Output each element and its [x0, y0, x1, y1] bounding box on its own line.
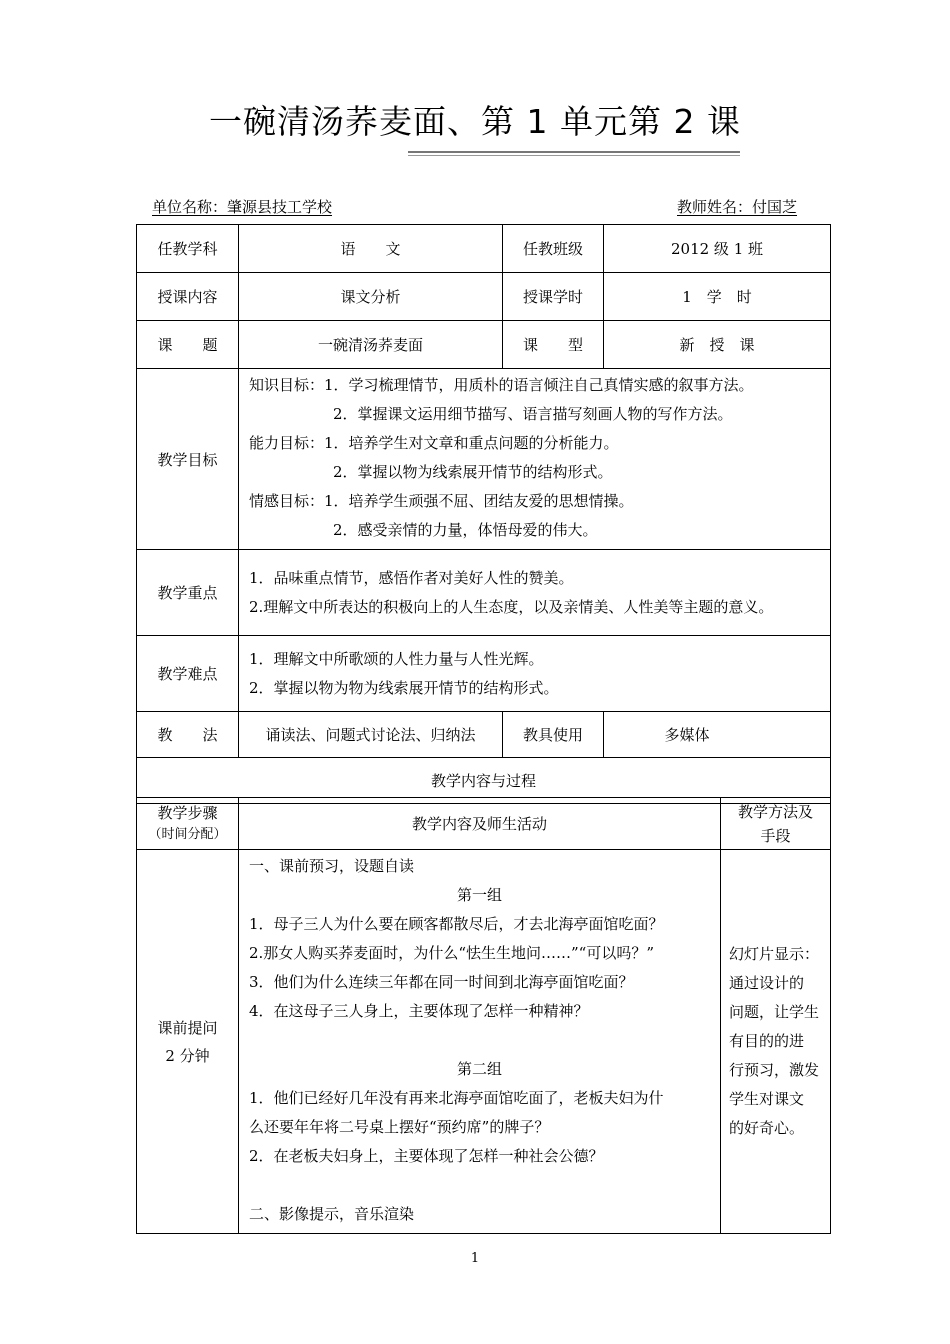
unit-name: 单位名称：肇源县技工学校	[152, 198, 333, 216]
col-step-header	[137, 798, 239, 850]
activity-line: 3．他们为什么连续三年都在同一时间到北海亭面馆吃面？	[249, 973, 634, 991]
title-underline	[408, 151, 740, 153]
activity-content	[239, 850, 721, 1234]
goals-label: 教学目标	[137, 369, 239, 550]
hours-label: 授课学时	[503, 273, 604, 321]
page-title: 一碗清汤荞麦面、第 1 单元第 2 课	[209, 102, 741, 141]
activity-line: 第二组	[456, 1060, 502, 1078]
activity-line: 么还要年年将二号桌上摆好“预约席”的牌子？	[249, 1118, 550, 1136]
content-label: 授课内容	[137, 273, 239, 321]
goal-line: 知识目标：1．学习梳理情节，用质朴的语言倾注自己真情实感的叙事方法。	[249, 376, 754, 394]
key-points-label: 教学重点	[137, 550, 239, 636]
difficulties-content	[239, 636, 831, 712]
lesson-plan-table	[136, 224, 831, 804]
key-points-content	[239, 550, 831, 636]
step-time: 2 分钟	[165, 1046, 210, 1065]
method-line: 的好奇心。	[729, 1119, 805, 1137]
topic-value: 一碗清汤荞麦面	[239, 321, 503, 369]
tools-label: 教具使用	[503, 712, 604, 758]
key-point-line: 2.理解文中所表达的积极向上的人生态度，以及亲情美、人性美等主题的意义。	[249, 597, 774, 616]
method-line: 幻灯片显示：	[729, 945, 820, 963]
difficulty-line: 1．理解文中所歌颂的人性力量与人性光辉。	[249, 649, 544, 668]
content-value: 课文分析	[239, 273, 503, 321]
activity-line: 1．他们已经好几年没有再来北海亭面馆吃面了，老板夫妇为什	[249, 1089, 664, 1107]
process-table	[136, 797, 831, 1234]
class-value: 2012 级 1 班	[604, 225, 831, 273]
method-line: 行预习，激发	[729, 1061, 820, 1079]
type-label: 课 型	[503, 321, 604, 369]
activity-line: 第一组	[456, 886, 502, 904]
topic-label: 课 题	[137, 321, 239, 369]
type-value: 新 授 课	[604, 321, 831, 369]
subject-value: 语 文	[239, 225, 503, 273]
page-number: 1	[470, 1251, 480, 1266]
step-name: 课前提问	[157, 1018, 218, 1037]
goal-line: 2．掌握以物为线索展开情节的结构形式。	[333, 463, 613, 481]
activity-line: 2．在老板夫妇身上，主要体现了怎样一种社会公德？	[249, 1147, 604, 1165]
goal-line: 2．感受亲情的力量，体悟母爱的伟大。	[333, 521, 598, 539]
method-line: 通过设计的	[729, 974, 805, 992]
goal-line: 2．掌握课文运用细节描写、语言描写刻画人物的写作方法。	[333, 405, 733, 423]
difficulty-line: 2．掌握以物为物为线索展开情节的结构形式。	[249, 678, 559, 697]
method-line: 学生对课文	[729, 1090, 805, 1108]
key-point-line: 1．品味重点情节，感悟作者对美好人性的赞美。	[249, 568, 574, 587]
method-line: 问题，让学生	[729, 1003, 820, 1021]
activity-line: 4．在这母子三人身上，主要体现了怎样一种精神？	[249, 1002, 589, 1020]
tools-value: 多媒体	[604, 712, 831, 758]
hours-value: 1 学 时	[604, 273, 831, 321]
goal-line: 能力目标：1．培养学生对文章和重点问题的分析能力。	[249, 434, 619, 452]
step-cell	[137, 850, 239, 1234]
methods-value: 诵读法、问题式讨论法、归纳法	[239, 712, 503, 758]
activity-line: 2.那女人购买荞麦面时，为什么“怯生生地问……”“可以吗？”	[249, 944, 654, 962]
col-method-title-2: 手段	[760, 826, 791, 845]
col-method-header	[721, 798, 831, 850]
activity-line: 一、课前预习，设题自读	[249, 857, 415, 875]
method-cell	[721, 850, 831, 1234]
subject-label: 任教学科	[137, 225, 239, 273]
title-underline-thin	[408, 155, 740, 156]
methods-label: 教 法	[137, 712, 239, 758]
col-step-title: 教学步骤	[157, 803, 218, 822]
blank-line	[249, 1026, 710, 1055]
blank-line	[249, 1171, 710, 1200]
process-header: 教学内容与过程	[137, 758, 831, 804]
difficulties-label: 教学难点	[137, 636, 239, 712]
col-method-title-1: 教学方法及	[737, 802, 813, 821]
activity-line: 二、影像提示，音乐渲染	[249, 1205, 415, 1223]
teacher-name: 教师姓名：付国芝	[677, 198, 798, 216]
col-content-header: 教学内容及师生活动	[239, 798, 721, 850]
col-step-subtitle: （时间分配）	[148, 826, 227, 842]
activity-line: 1．母子三人为什么要在顾客都散尽后，才去北海亭面馆吃面？	[249, 915, 664, 933]
goal-line: 情感目标：1．培养学生顽强不屈、团结友爱的思想情操。	[249, 492, 634, 510]
class-label: 任教班级	[503, 225, 604, 273]
method-line: 有目的的进	[729, 1032, 805, 1050]
goals-content	[239, 369, 831, 550]
